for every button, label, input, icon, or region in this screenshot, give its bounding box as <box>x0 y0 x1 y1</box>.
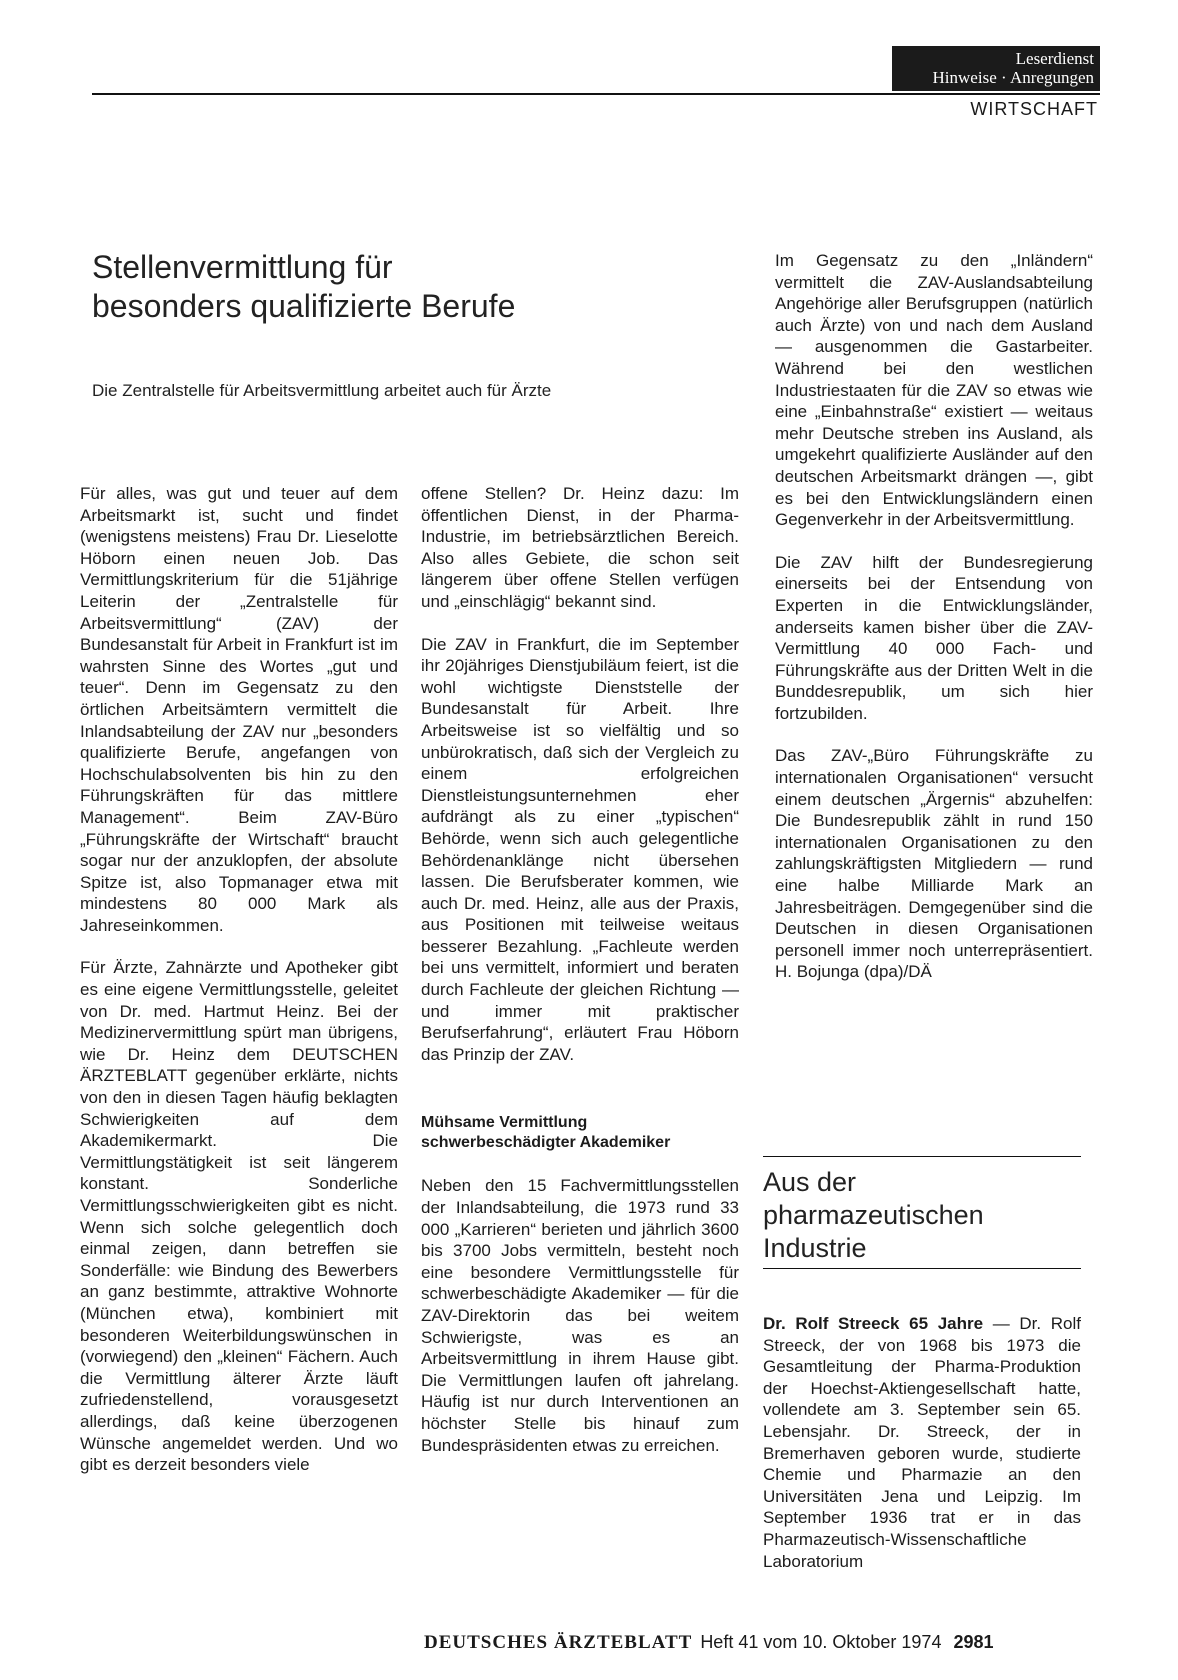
box-title-line-2: pharmazeutischen <box>763 1200 984 1230</box>
news-lead: Dr. Rolf Streeck 65 Jahre <box>763 1314 984 1333</box>
news-box-text <box>763 1313 1081 1572</box>
paragraph: Neben den 15 Fachvermittlungsstellen der Inlandsabteilung, die 1973 rund 33 000 „Karrieren“ berieten und jährlich 3600 bis 3700 Jobs vermitteln, besteht noch eine besondere Vermittlungsstelle für schwerbeschädigte Akademiker — für die ZAV-Direktorin das bei weitem Schwierigste, was es an Arbeitsvermittlung in ihrem Hause gibt. Die Vermittlungen laufen oft jahrelang. Häufig ist nur durch Interventionen an höchster Stelle bis hinauf zum Bundespräsidenten etwas zu erreichen. <box>421 1176 739 1455</box>
paragraph <box>763 1313 1081 1572</box>
paragraph: Die ZAV hilft der Bundesregierung einerseits bei der Entsendung von Experten in die Entwicklungsländer, anderseits kamen bisher über die ZAV-Vermittlung 40 000 Fach- und Führungskräfte aus der Dritten Welt in die Bunddesrepublik, um sich hier fortzubilden. <box>775 552 1093 723</box>
section-label: WIRTSCHAFT <box>970 99 1098 119</box>
headline-line-2: besonders qualifizierte Berufe <box>92 288 516 324</box>
badge-line-1: Leserdienst <box>1015 49 1094 68</box>
headline-line-1: Stellenvermittlung für <box>92 249 393 285</box>
box-top-rule <box>763 1156 1081 1157</box>
page-footer <box>424 1632 994 1654</box>
article-subheadline: Die Zentralstelle für Arbeitsvermittlung arbeitet auch für Ärzte <box>92 381 552 400</box>
article-column-2 <box>421 483 739 1477</box>
box-title-line-1: Aus der <box>763 1167 857 1197</box>
paragraph: Die ZAV in Frankfurt, die im September ihr 20jähriges Dienstjubiläum feiert, ist die wohl wichtigste Dienststelle der Bundesanstalt für Arbeit. Ihre Arbeitsweise ist so vielfältig und so unbürokratisch, daß sich der Vergleich zu einem erfolgreichen Dienstleistungsunternehmen eher aufdrängt als zu einer „typischen“ Behörde, wenn sich auch gelegentliche Behördenanklänge nicht übersehen lassen. Die Berufsberater kommen, wie auch Dr. med. Heinz, alle aus der Praxis, aus Positionen mit teilweise weitaus besserer Bezahlung. „Fachleute werden bei uns vermittelt, informiert und beraten durch Fachleute der gleichen Richtung — und immer mit praktischer Berufserfahrung“, erläutert Frau Höborn das Prinzip der ZAV. <box>421 634 739 1064</box>
issue-info: Heft 41 vom 10. Oktober 1974 <box>700 1632 942 1652</box>
box-title-line-3: Industrie <box>763 1233 867 1263</box>
article-column-3 <box>775 250 1093 1004</box>
article-column-1 <box>80 483 398 1497</box>
article-headline <box>92 248 692 326</box>
page-number: 2981 <box>953 1632 994 1652</box>
paragraph: Im Gegensatz zu den „Inländern“ vermittelt die ZAV-Auslandsabteilung Angehörige aller Berufsgruppen (natürlich auch Ärzte) von und nach dem Ausland — ausgenommen die Gastarbeiter. Während bei den westlichen Industriestaaten für die ZAV so etwas wie eine „Einbahnstraße“ existiert — weitaus mehr Deutsche streben ins Ausland, als umgekehrt qualifizierte Ausländer auf den deutschen Arbeitsmarkt drängen —, gibt es bei den Entwicklungsländern einen Gegenverkehr in der Arbeitsvermittlung. <box>775 251 1093 530</box>
header-rule <box>92 93 1100 95</box>
publication-name: DEUTSCHES ÄRZTEBLATT <box>424 1632 693 1653</box>
paragraph: Für alles, was gut und teuer auf dem Arbeitsmarkt ist, sucht und findet (wenigstens meistens) Frau Dr. Lieselotte Höborn einen neuen Job. Das Vermittlungskriterium für die 51jährige Leiterin der „Zentralstelle für Arbeitsvermittlung“ (ZAV) der Bundesanstalt für Arbeit in Frankfurt ist im wahrsten Sinne des Wortes „gut und teuer“. Denn im Gegensatz zu den örtlichen Arbeitsämtern vermittelt die Inlandsabteilung der ZAV nur „besonders qualifizierte Berufe, angefangen von Hochschulabsolventen bis hin zu den Führungskräften für das mittlere Management“. Beim ZAV-Büro „Führungskräfte der Wirtschaft“ braucht sogar nur der anzuklopfen, der absolute Spitze ist, also Topmanager etwa mit mindestens 80 000 Mark als Jahreseinkommen. <box>80 484 398 935</box>
paragraph: Für Ärzte, Zahnärzte und Apotheker gibt es eine eigene Vermittlungsstelle, geleitet von Dr. med. Hartmut Heinz. Bei der Medizinervermittlung spürt man übrigens, wie Dr. Heinz dem DEUTSCHEN ÄRZTEBLATT gegenüber erklärte, nichts von den in diesen Tagen häufig beklagten Schwierigkeiten auf dem Akademikermarkt. Die Vermittlungstätigkeit ist seit längerem konstant. Sonderliche Vermittlungsschwierigkeiten gibt es nicht. Wenn sich solche gelegentlich doch einmal zeigen, dann betreffen sie Sonderfälle: wie Bindung des Bewerbers an ganz bestimmte, attraktive Wohnorte (München etwa), kombiniert mit besonderen Weiterbildungswünschen in (vorwiegend) den „kleinen“ Fächern. Auch die Vermittlung älterer Ärzte läuft zufriedenstellend, vorausgesetzt allerdings, daß keine überzogenen Wünsche angemeldet werden. Und wo gibt es derzeit besonders viele <box>80 958 398 1475</box>
paragraph: offene Stellen? Dr. Heinz dazu: Im öffentlichen Dienst, in der Pharma-Industrie, im betriebsärztlichen Bereich. Also alles Gebiete, die schon seit längerem über offene Stellen verfügen und „einschlägig“ bekannt sind. <box>421 484 739 611</box>
reader-service-badge <box>892 46 1100 91</box>
paragraph: Das ZAV-„Büro Führungskräfte zu internationalen Organisationen“ versucht einem deutschen „Ärgernis“ abzuhelfen: Die Bundesrepublik zählt in rund 150 internationalen Organisationen zu den zahlungskräftigsten Mitgliedern — rund eine halbe Milliarde Mark an Jahresbeiträgen. Demgegenüber sind die Deutschen in diesen Organisationen personell immer noch unterrepräsentiert. H. Bojunga (dpa)/DÄ <box>775 746 1093 982</box>
badge-line-2: Hinweise · Anregungen <box>932 68 1094 87</box>
box-bottom-rule <box>763 1268 1081 1269</box>
column-subheading: Mühsame Vermittlung schwerbeschädigter Akademiker <box>421 1114 671 1152</box>
news-body: — Dr. Rolf Streeck, der von 1968 bis 1973 die Gesamtleitung der Pharma-Produktion der Hoechst-Aktiengesellschaft hatte, vollendete am 3. September sein 65. Lebensjahr. Dr. Streeck, der in Bremerhaven geboren wurde, studierte Chemie und Pharmazie an den Universitäten Jena und Leipzig. Im September 1936 trat er in das Pharmazeutisch-Wissenschaftliche Laboratorium <box>763 1314 1082 1571</box>
news-box-title <box>763 1166 1081 1265</box>
